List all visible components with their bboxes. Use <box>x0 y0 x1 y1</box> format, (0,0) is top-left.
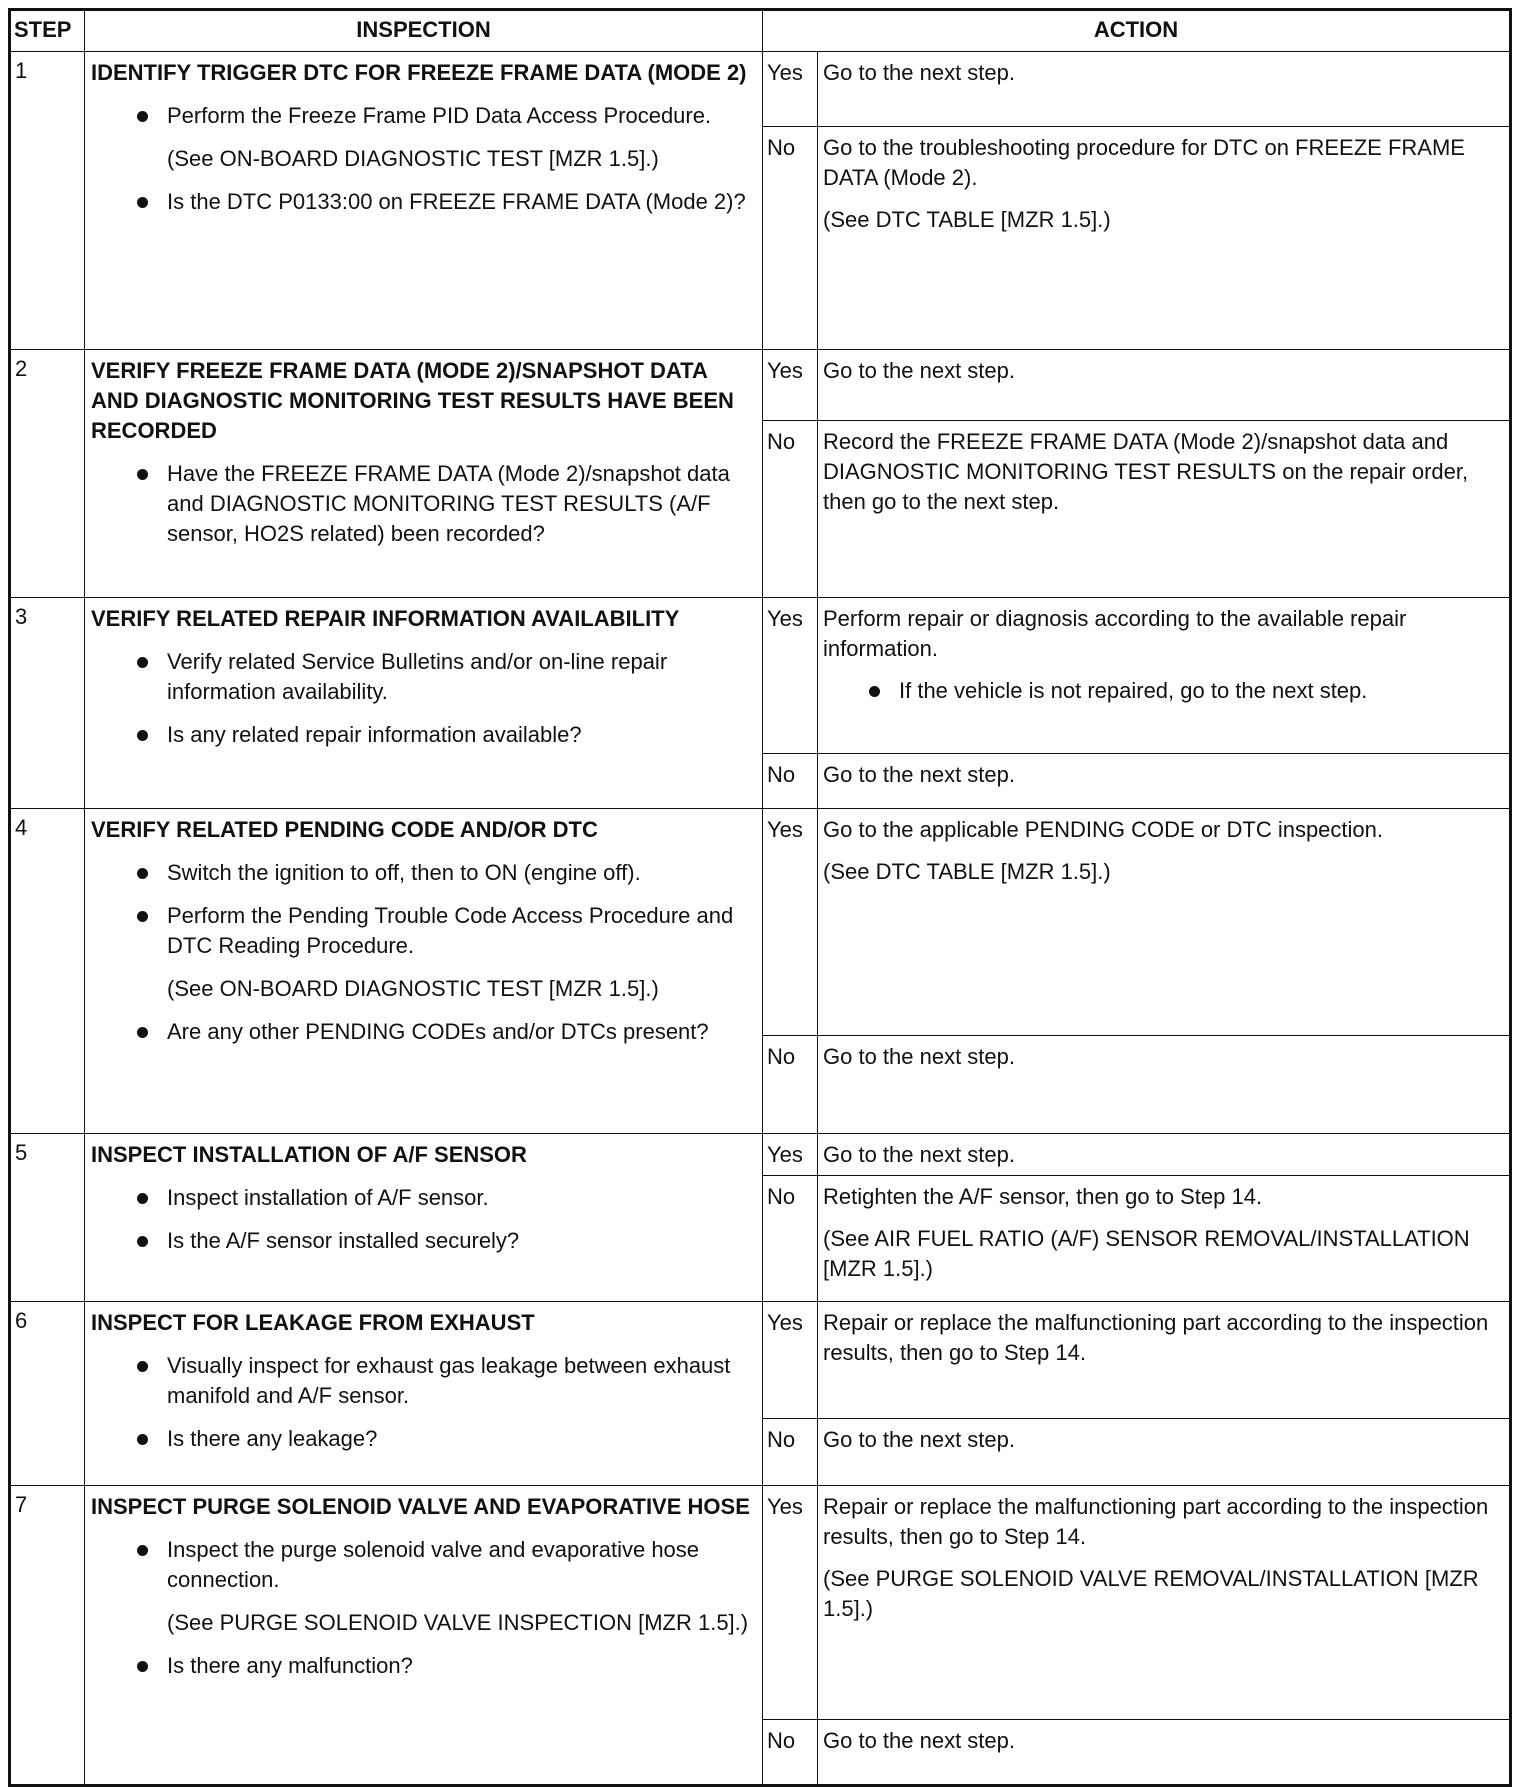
action-yes <box>763 52 1509 126</box>
action-yes <box>763 1302 1509 1418</box>
inspection-bullet: Switch the ignition to off, then to ON (engine off). <box>91 858 756 888</box>
step-number: 4 <box>11 809 85 1133</box>
action-yes <box>763 1134 1509 1175</box>
action-no <box>763 420 1509 597</box>
inspection-bullet: Are any other PENDING CODEs and/or DTCs present? <box>91 1017 756 1047</box>
inspection-reference: (See ON-BOARD DIAGNOSTIC TEST [MZR 1.5].) <box>167 146 659 171</box>
inspection-bullet: Is there any leakage? <box>91 1424 756 1454</box>
action-text <box>818 1419 1509 1485</box>
action-paragraph: Go to the next step. <box>823 1142 1016 1167</box>
header-action: ACTION <box>1093 17 1179 42</box>
action-cell <box>763 1302 1509 1485</box>
answer-label: Yes <box>763 52 818 126</box>
inspection-title: VERIFY RELATED REPAIR INFORMATION AVAILABILITY <box>91 606 680 631</box>
answer-label: No <box>763 1036 818 1133</box>
action-paragraph: Record the FREEZE FRAME DATA (Mode 2)/snapshot data and DIAGNOSTIC MONITORING TEST RESULTS on the repair order, then go to the next step. <box>823 429 1469 514</box>
step-number: 2 <box>11 350 85 597</box>
inspection-bullet: Verify related Service Bulletins and/or on-line repair information availability. <box>91 647 756 707</box>
action-no <box>763 126 1509 349</box>
step-number: 1 <box>11 52 85 349</box>
action-paragraph: Go to the next step. <box>823 1728 1016 1753</box>
diagnostic-table <box>8 8 1512 1787</box>
action-cell <box>763 598 1509 808</box>
answer-label: Yes <box>763 809 818 1035</box>
inspection-bullet: Inspect the purge solenoid valve and evaporative hose connection. <box>91 1535 756 1595</box>
answer-label: No <box>763 421 818 597</box>
step-number: 3 <box>11 598 85 808</box>
action-no <box>763 1175 1509 1302</box>
action-no <box>763 1035 1509 1133</box>
step-number: 7 <box>11 1486 85 1784</box>
header-step: STEP <box>11 11 85 51</box>
action-text <box>818 421 1509 597</box>
action-cell <box>763 809 1509 1133</box>
inspection-cell <box>85 350 763 597</box>
action-paragraph: Go to the next step. <box>823 358 1016 383</box>
action-text <box>818 350 1509 420</box>
table-row <box>11 808 1509 1133</box>
answer-label: No <box>763 1176 818 1302</box>
table-row <box>11 1485 1509 1784</box>
answer-label: Yes <box>763 1486 818 1719</box>
inspection-bullet: Perform the Pending Trouble Code Access Procedure and DTC Reading Procedure. <box>91 901 756 961</box>
inspection-title: INSPECT INSTALLATION OF A/F SENSOR <box>91 1142 527 1167</box>
action-text <box>818 1036 1509 1133</box>
inspection-title: INSPECT FOR LEAKAGE FROM EXHAUST <box>91 1310 535 1335</box>
step-number: 5 <box>11 1134 85 1301</box>
table-row <box>11 1301 1509 1485</box>
action-yes <box>763 598 1509 753</box>
inspection-bullet: Is the A/F sensor installed securely? <box>91 1226 756 1256</box>
action-text <box>818 1486 1509 1719</box>
action-yes <box>763 350 1509 420</box>
action-text <box>818 1302 1509 1418</box>
inspection-cell <box>85 1134 763 1301</box>
step-number: 6 <box>11 1302 85 1485</box>
table-row <box>11 349 1509 597</box>
action-cell <box>763 1134 1509 1301</box>
answer-label: No <box>763 1720 818 1784</box>
inspection-cell <box>85 809 763 1133</box>
table-row <box>11 597 1509 808</box>
inspection-bullet: Is any related repair information available? <box>91 720 756 750</box>
action-paragraph: Repair or replace the malfunctioning part according to the inspection results, then go to Step 14. <box>823 1310 1489 1365</box>
answer-label: No <box>763 1419 818 1485</box>
action-text <box>818 1176 1509 1302</box>
inspection-cell <box>85 1302 763 1485</box>
action-paragraph: Go to the next step. <box>823 1044 1016 1069</box>
action-paragraph: (See AIR FUEL RATIO (A/F) SENSOR REMOVAL/INSTALLATION [MZR 1.5].) <box>823 1226 1470 1281</box>
table-row <box>11 1133 1509 1301</box>
action-paragraph: (See DTC TABLE [MZR 1.5].) <box>823 207 1111 232</box>
action-paragraph: (See DTC TABLE [MZR 1.5].) <box>823 859 1111 884</box>
answer-label: Yes <box>763 350 818 420</box>
answer-label: No <box>763 754 818 808</box>
answer-label: Yes <box>763 1134 818 1175</box>
inspection-bullet: Is there any malfunction? <box>91 1651 756 1681</box>
action-paragraph: Go to the next step. <box>823 60 1016 85</box>
action-text <box>818 127 1509 349</box>
action-paragraph: Go to the applicable PENDING CODE or DTC inspection. <box>823 817 1384 842</box>
action-cell <box>763 350 1509 597</box>
action-paragraph: Go to the next step. <box>823 762 1016 787</box>
table-header <box>11 11 1509 51</box>
answer-label: Yes <box>763 598 818 753</box>
action-text <box>818 1720 1509 1784</box>
inspection-cell <box>85 598 763 808</box>
action-text <box>818 598 1509 753</box>
action-paragraph: Retighten the A/F sensor, then go to Step 14. <box>823 1184 1263 1209</box>
inspection-bullet: Perform the Freeze Frame PID Data Access Procedure. <box>91 101 756 131</box>
inspection-reference: (See PURGE SOLENOID VALVE INSPECTION [MZR 1.5].) <box>167 1610 749 1635</box>
inspection-title: VERIFY FREEZE FRAME DATA (MODE 2)/SNAPSHOT DATA AND DIAGNOSTIC MONITORING TEST RESULTS HAVE BEEN RECORDED <box>91 358 734 443</box>
action-text <box>818 754 1509 808</box>
action-paragraph: Repair or replace the malfunctioning part according to the inspection results, then go to Step 14. <box>823 1494 1489 1549</box>
action-cell <box>763 1486 1509 1784</box>
action-no <box>763 753 1509 808</box>
action-text <box>818 1134 1509 1175</box>
inspection-bullet: Visually inspect for exhaust gas leakage between exhaust manifold and A/F sensor. <box>91 1351 756 1411</box>
inspection-title: IDENTIFY TRIGGER DTC FOR FREEZE FRAME DATA (MODE 2) <box>91 60 747 85</box>
table-row <box>11 51 1509 349</box>
action-paragraph: (See PURGE SOLENOID VALVE REMOVAL/INSTALLATION [MZR 1.5].) <box>823 1566 1479 1621</box>
action-no <box>763 1719 1509 1784</box>
inspection-title: VERIFY RELATED PENDING CODE AND/OR DTC <box>91 817 598 842</box>
action-yes <box>763 1486 1509 1719</box>
action-bullet: If the vehicle is not repaired, go to the next step. <box>823 676 1504 706</box>
action-paragraph: Perform repair or diagnosis according to the available repair information. <box>823 606 1407 661</box>
action-paragraph: Go to the troubleshooting procedure for DTC on FREEZE FRAME DATA (Mode 2). <box>823 135 1465 190</box>
inspection-cell <box>85 52 763 349</box>
action-yes <box>763 809 1509 1035</box>
answer-label: Yes <box>763 1302 818 1418</box>
action-text <box>818 809 1509 1035</box>
action-text <box>818 52 1509 126</box>
inspection-bullet: Inspect installation of A/F sensor. <box>91 1183 756 1213</box>
inspection-cell <box>85 1486 763 1784</box>
inspection-title: INSPECT PURGE SOLENOID VALVE AND EVAPORATIVE HOSE <box>91 1494 750 1519</box>
inspection-bullet: Have the FREEZE FRAME DATA (Mode 2)/snapshot data and DIAGNOSTIC MONITORING TEST RESULTS (A/F sensor, HO2S related) been recorded? <box>91 459 756 549</box>
header-inspection: INSPECTION <box>85 11 763 51</box>
action-cell <box>763 52 1509 349</box>
inspection-bullet: Is the DTC P0133:00 on FREEZE FRAME DATA (Mode 2)? <box>91 187 756 217</box>
inspection-reference: (See ON-BOARD DIAGNOSTIC TEST [MZR 1.5].) <box>167 976 659 1001</box>
action-no <box>763 1418 1509 1485</box>
action-paragraph: Go to the next step. <box>823 1427 1016 1452</box>
answer-label: No <box>763 127 818 349</box>
